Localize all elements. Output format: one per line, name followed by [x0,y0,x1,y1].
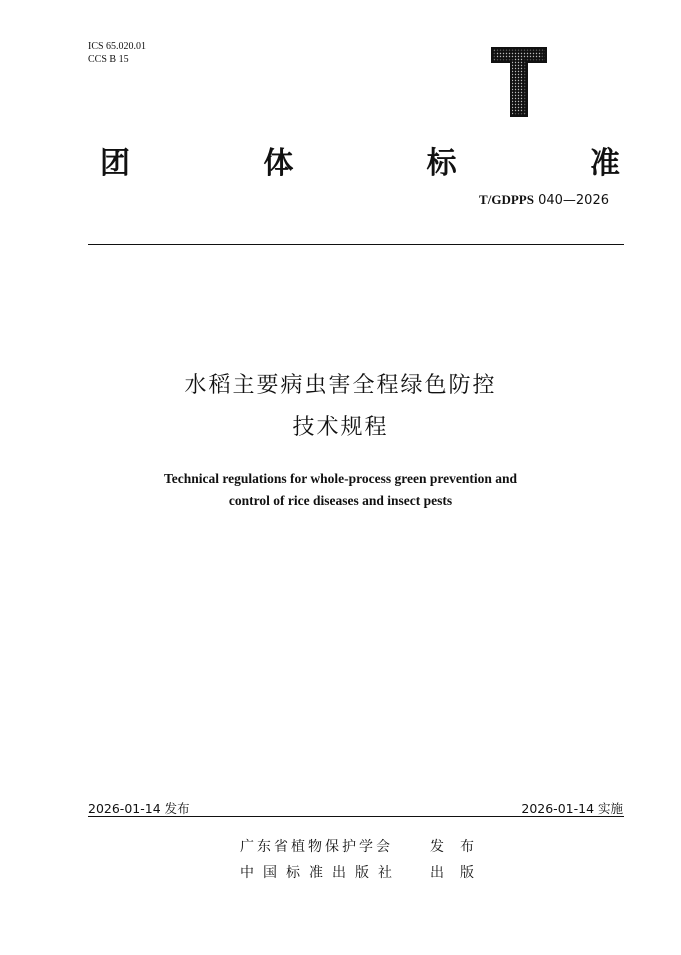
standard-number [479,192,609,208]
heading-char: 团 [100,146,130,181]
title-en-line1: Technical regulations for whole-process green prevention and [163,471,517,486]
title-en [0,468,681,512]
publisher-action: 发布 [430,839,490,855]
classification-codes [88,40,146,66]
publisher-row [240,836,500,856]
publisher-org: 广东省植物保护学会 [240,839,393,855]
ics-code: ICS 65.020.01 [88,41,147,52]
title-zh-line2: 技术规程 [292,415,389,440]
heading-char: 标 [426,146,457,181]
issue-date: 2026-01-14 发布 [88,801,190,816]
ccs-code: CCS B 15 [88,54,129,65]
heading-char: 准 [589,146,620,181]
title-en-line2: control of rice diseases and insect pests [228,493,453,508]
standard-type-heading [100,138,620,182]
publisher-row [240,862,500,882]
publisher-org: 中国标准出版社 [240,865,401,881]
standard-t-logo [490,46,548,118]
top-divider [88,244,624,245]
publisher-action: 出版 [430,865,490,881]
implement-date: 2026-01-14 实施 [521,801,623,816]
bottom-divider [88,816,624,817]
heading-char: 体 [263,146,294,181]
standard-number-value: 040—2026 [538,193,609,208]
standard-number-prefix: T/GDPPS [479,192,534,207]
title-zh-line1: 水稻主要病虫害全程绿色防控 [184,373,497,398]
